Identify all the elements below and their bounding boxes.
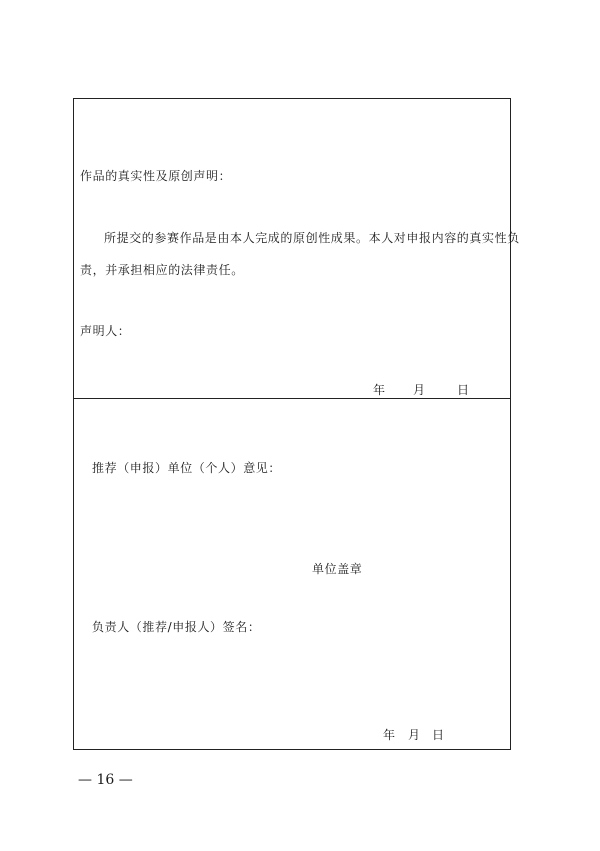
- section-divider: [73, 398, 511, 399]
- declaration-date-year: 年: [373, 383, 386, 397]
- form-table: [73, 98, 511, 750]
- signature-label: 负责人（推荐/申报人）签名：: [92, 620, 261, 634]
- recommendation-date-month: 月: [408, 728, 421, 742]
- declaration-date-month: 月: [413, 383, 426, 397]
- declaration-heading: 作品的真实性及原创声明：: [80, 169, 232, 183]
- recommendation-date-day: 日: [432, 728, 445, 742]
- declarant-label: 声明人：: [80, 324, 131, 338]
- page-number: — 16 —: [78, 772, 133, 788]
- declaration-date-day: 日: [457, 383, 470, 397]
- recommendation-date-year: 年: [383, 728, 396, 742]
- declaration-paragraph-line-1: 所提交的参赛作品是由本人完成的原创性成果。本人对申报内容的真实性负: [104, 231, 520, 245]
- declaration-paragraph-line-2: 责，并承担相应的法律责任。: [80, 263, 244, 277]
- unit-seal-label: 单位盖章: [312, 562, 363, 576]
- recommendation-opinion-label: 推荐（申报）单位（个人）意见：: [92, 461, 282, 475]
